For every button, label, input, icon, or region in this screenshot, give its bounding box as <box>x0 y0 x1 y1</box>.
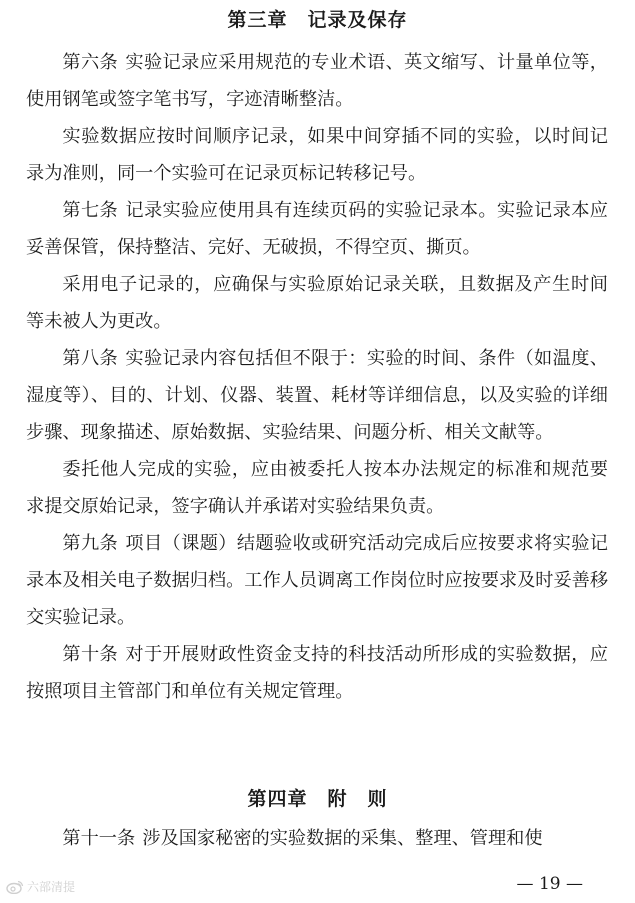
chapter-4-title: 第四章 附 则 <box>247 788 388 810</box>
article-8-paragraph <box>26 340 608 451</box>
paragraph-text: 涉及国家秘密的实验数据的采集、整理、管理和使 <box>142 828 543 849</box>
chapter-4-body <box>26 820 608 857</box>
paragraph-text: 实验记录内容包括但不限于：实验的时间、条件（如温度、湿度等）、目的、计划、仪器、装置、耗材等详细信息，以及实验的详细步骤、现象描述、原始数据、实验结果、问题分析、相关文献等。 <box>26 348 608 443</box>
article-8-continuation-paragraph <box>26 451 608 525</box>
article-number: 第八条 <box>62 348 119 369</box>
paragraph-text: 项目（课题）结题验收或研究活动完成后应按要求将实验记录本及相关电子数据归档。工作人员调离工作岗位时应按要求及时妥善移交实验记录。 <box>26 533 609 628</box>
article-7-paragraph <box>26 192 608 266</box>
article-number: 第十一条 <box>62 828 136 849</box>
article-7-continuation-paragraph <box>26 266 608 340</box>
article-number: 第九条 <box>62 533 119 554</box>
paragraph-text: 实验记录应采用规范的专业术语、英文缩写、计量单位等，使用钢笔或签字笔书写，字迹清晰整洁。 <box>26 52 608 110</box>
page-number: — 19 — <box>516 874 583 894</box>
paragraph-text: 对于开展财政性资金支持的科技活动所形成的实验数据，应按照项目主管部门和单位有关规定管理。 <box>26 644 608 702</box>
article-number: 第七条 <box>62 200 119 221</box>
watermark-text: 六部清提 <box>27 880 76 894</box>
paragraph-text: 记录实验应使用具有连续页码的实验记录本。实验记录本应妥善保管，保持整洁、完好、无破损，不得空页、撕页。 <box>26 200 608 258</box>
paragraph-text: 委托他人完成的实验，应由被委托人按本办法规定的标准和规范要求提交原始记录，签字确认并承诺对实验结果负责。 <box>26 459 608 517</box>
chapter-3-body <box>26 44 608 710</box>
article-6-continuation-paragraph <box>26 118 608 192</box>
chapter-3-title: 第三章 记录及保存 <box>227 9 408 31</box>
watermark <box>6 878 75 895</box>
article-9-paragraph <box>26 525 608 636</box>
article-10-paragraph <box>26 636 608 710</box>
weibo-logo-icon <box>6 880 24 894</box>
paragraph-text: 实验数据应按时间顺序记录，如果中间穿插不同的实验，以时间记录为准则，同一个实验可在记录页标记转移记号。 <box>26 126 608 184</box>
article-number: 第六条 <box>62 52 119 73</box>
paragraph-text: 采用电子记录的，应确保与实验原始记录关联，且数据及产生时间等未被人为更改。 <box>26 274 608 332</box>
article-6-paragraph <box>26 44 608 118</box>
article-11-paragraph <box>26 820 608 857</box>
article-number: 第十条 <box>62 644 119 665</box>
